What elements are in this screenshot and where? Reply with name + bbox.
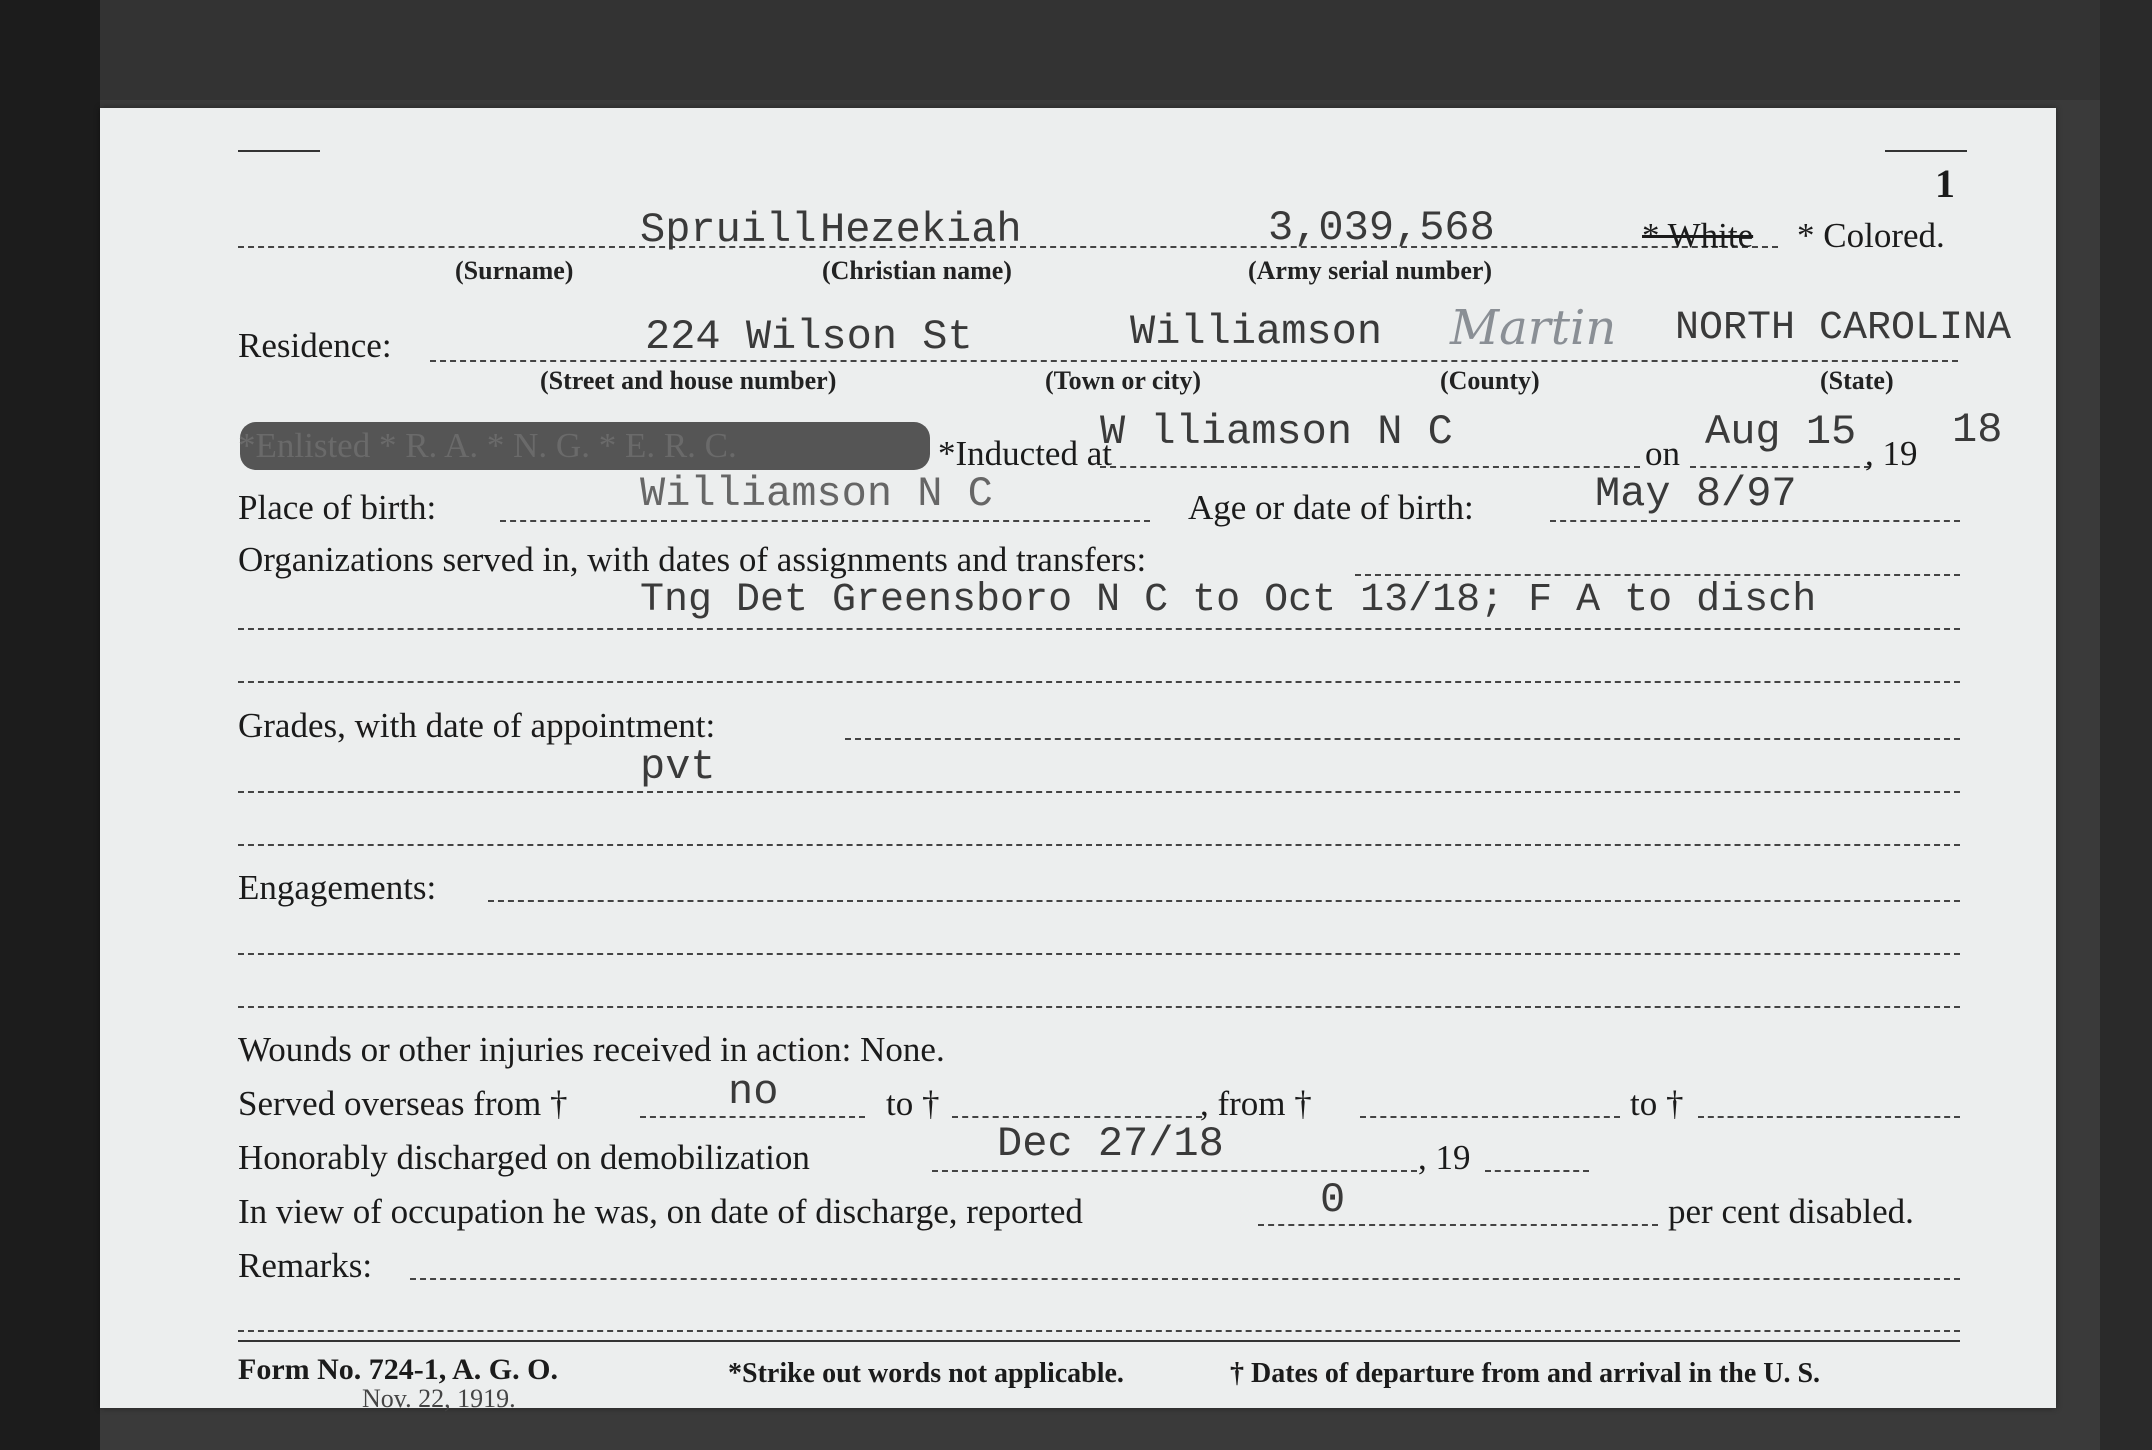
christian-name: Hezekiah (820, 206, 1022, 254)
organizations-line-2 (238, 628, 1960, 630)
inducted-label: *Inducted at (938, 434, 1112, 473)
birthdate-line (1550, 520, 1960, 522)
overseas-from: no (728, 1068, 779, 1116)
discharge-date: Dec 27/18 (997, 1120, 1224, 1168)
scan-background-left (0, 0, 100, 1450)
organizations-line-3 (238, 681, 1960, 683)
inducted-line (1100, 466, 1640, 468)
remarks-line-1 (410, 1278, 1960, 1280)
engagements-line-1 (488, 900, 1960, 902)
overseas-label: Served overseas from † (238, 1084, 568, 1123)
serial-number-label: (Army serial number) (1248, 256, 1493, 285)
overseas-to-label: to † (886, 1084, 940, 1123)
serial-number: 3,039,568 (1268, 204, 1495, 252)
race-white: * White (1642, 216, 1754, 255)
occupation-label: In view of occupation he was, on date of discharge, reported (238, 1192, 1083, 1231)
disabled-label: per cent disabled. (1668, 1192, 1914, 1231)
remarks-line-2 (238, 1330, 1960, 1332)
organizations-value: Tng Det Greensboro N C to Oct 13/18; F A to disch (640, 578, 1817, 623)
service-record-card (100, 108, 2056, 1413)
birthplace-label: Place of birth: (238, 488, 437, 527)
inducted-date-line (1690, 466, 1870, 468)
county-label: (County) (1440, 366, 1540, 395)
discharge-line (932, 1170, 1417, 1172)
engagements-line-3 (238, 1006, 1960, 1008)
overseas-from-line-2 (1360, 1116, 1620, 1118)
grades-label: Grades, with date of appointment: (238, 706, 716, 745)
remarks-label: Remarks: (238, 1246, 373, 1285)
race-colored: * Colored. (1797, 216, 1945, 255)
birthplace: Williamson N C (640, 470, 993, 518)
form-number: Form No. 724-1, A. G. O. (238, 1353, 558, 1386)
surname-label: (Surname) (455, 256, 574, 285)
town: Williamson (1130, 308, 1383, 356)
disability-line (1258, 1224, 1658, 1226)
surname: Spruill (640, 206, 817, 254)
overseas-from-label-2: , from † (1200, 1084, 1312, 1123)
grades-line-1 (845, 738, 1960, 740)
inducted-at: W lliamson N C (1100, 408, 1453, 456)
form-date: Nov. 22, 1919. (362, 1384, 516, 1413)
overseas-from-line (640, 1116, 865, 1118)
scan-background-top (0, 0, 2152, 100)
birthplace-line (500, 520, 1150, 522)
street-label: (Street and house number) (540, 366, 837, 395)
grades-line-3 (238, 844, 1960, 846)
county: Martin (1450, 300, 1617, 356)
inducted-date: Aug 15 (1705, 408, 1857, 456)
top-right-mark (1885, 150, 1967, 152)
birthdate: May 8/97 (1595, 470, 1797, 518)
state-label: (State) (1820, 366, 1894, 395)
organizations-label: Organizations served in, with dates of assignments and transfers: (238, 540, 1147, 579)
inducted-year: 18 (1952, 406, 2003, 454)
footnote-strike: *Strike out words not applicable. (728, 1358, 1124, 1389)
scan-background-right (2100, 0, 2152, 1450)
overseas-to-line-2 (1698, 1116, 1960, 1118)
top-left-mark (238, 150, 320, 152)
disability-value: 0 (1320, 1176, 1346, 1224)
grades-value: pvt (640, 743, 716, 791)
age-label: Age or date of birth: (1188, 488, 1474, 527)
discharge-label: Honorably discharged on demobilization (238, 1138, 810, 1177)
engagements-label: Engagements: (238, 868, 437, 907)
year-prefix: , 19 (1865, 434, 1918, 473)
on-label: on (1645, 434, 1680, 473)
christian-name-label: (Christian name) (822, 256, 1012, 285)
overseas-to-line (952, 1116, 1202, 1118)
street: 224 Wilson St (645, 313, 973, 361)
discharge-year-prefix: , 19 (1418, 1138, 1471, 1177)
enlistment-options: *Enlisted * R. A. * N. G. * E. R. C. (238, 426, 737, 465)
residence-label: Residence: (238, 326, 392, 365)
overseas-to-label-2: to † (1630, 1084, 1684, 1123)
wounds-label: Wounds or other injuries received in action: None. (238, 1030, 945, 1069)
discharge-year-line (1485, 1170, 1589, 1172)
engagements-line-2 (238, 953, 1960, 955)
town-label: (Town or city) (1045, 366, 1201, 395)
card-number: 1 (1935, 161, 1955, 206)
state: NORTH CAROLINA (1675, 306, 2012, 351)
organizations-line-1 (1355, 574, 1960, 576)
footnote-dates: † Dates of departure from and arrival in the U. S. (1230, 1358, 1821, 1389)
grades-line-2 (238, 791, 1960, 793)
footer-rule (238, 1340, 1960, 1342)
